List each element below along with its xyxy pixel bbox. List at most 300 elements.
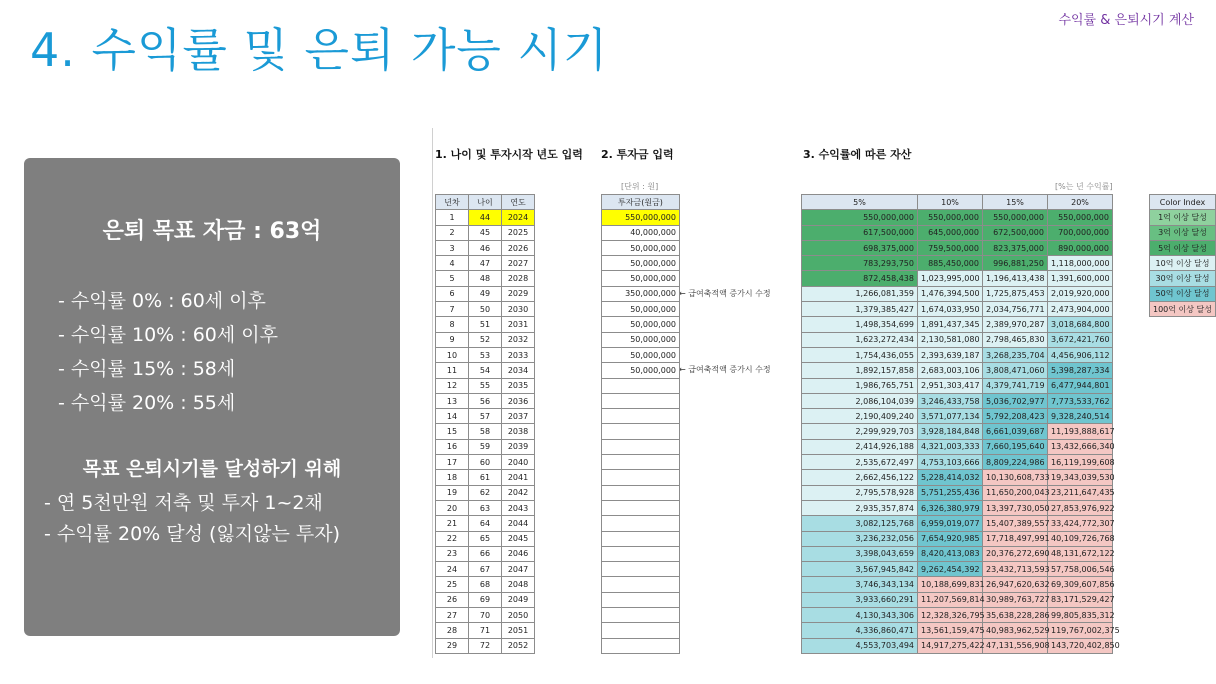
cell-year[interactable]: 2027	[502, 256, 535, 271]
cell-asset[interactable]: 996,881,250	[983, 256, 1048, 271]
cell-asset[interactable]: 2,795,578,928	[802, 485, 918, 500]
cell-year[interactable]: 2028	[502, 271, 535, 286]
cell-n[interactable]: 7	[436, 302, 469, 317]
cell-asset[interactable]: 1,754,436,055	[802, 347, 918, 362]
cell-asset[interactable]: 5,036,702,977	[983, 393, 1048, 408]
cell-asset[interactable]: 4,321,003,333	[918, 439, 983, 454]
spreadsheet	[432, 128, 1216, 658]
cell-asset[interactable]: 15,407,389,557	[983, 516, 1048, 531]
cell-asset[interactable]: 2,798,465,830	[983, 332, 1048, 347]
cell-asset[interactable]: 3,268,235,704	[983, 347, 1048, 362]
cell-n[interactable]: 26	[436, 592, 469, 607]
table-row	[802, 638, 1113, 653]
cell-year[interactable]: 2030	[502, 302, 535, 317]
cell-asset[interactable]: 27,853,976,922	[1048, 500, 1113, 515]
cell-asset[interactable]: 3,933,660,291	[802, 592, 918, 607]
cell-year[interactable]: 2040	[502, 455, 535, 470]
cell-investment[interactable]	[602, 592, 680, 607]
cell-investment[interactable]	[602, 623, 680, 638]
investment-table	[601, 194, 680, 654]
cell-asset[interactable]: 20,376,272,690	[983, 546, 1048, 561]
cell-year[interactable]: 2032	[502, 332, 535, 347]
cell-n[interactable]: 11	[436, 363, 469, 378]
cell-asset[interactable]: 2,019,920,000	[1048, 286, 1113, 301]
cell-asset[interactable]: 3,246,433,758	[918, 393, 983, 408]
cell-investment[interactable]	[602, 546, 680, 561]
cell-asset[interactable]: 550,000,000	[802, 210, 918, 225]
cell-investment[interactable]	[602, 516, 680, 531]
table-row	[436, 470, 535, 485]
cell-year[interactable]: 2048	[502, 577, 535, 592]
cell-asset[interactable]: 30,989,763,727	[983, 592, 1048, 607]
cell-asset[interactable]: 3,571,077,134	[918, 409, 983, 424]
cell-asset[interactable]: 1,391,600,000	[1048, 271, 1113, 286]
cell-n[interactable]: 18	[436, 470, 469, 485]
cell-n[interactable]: 8	[436, 317, 469, 332]
cell-asset[interactable]: 7,660,195,640	[983, 439, 1048, 454]
table-row	[436, 256, 535, 271]
cell-asset[interactable]: 3,808,471,060	[983, 363, 1048, 378]
table-row	[802, 500, 1113, 515]
cell-investment[interactable]: 50,000,000	[602, 256, 680, 271]
cell-n[interactable]: 10	[436, 347, 469, 362]
cell-asset[interactable]: 1,674,033,950	[918, 302, 983, 317]
cell-asset[interactable]: 2,951,303,417	[918, 378, 983, 393]
cell-age[interactable]: 46	[469, 240, 502, 255]
retirement-goal: 은퇴 목표 자금 : 63억	[102, 219, 322, 244]
table-row	[802, 485, 1113, 500]
table-row	[602, 623, 680, 638]
cell-asset[interactable]: 885,450,000	[918, 256, 983, 271]
cell-investment[interactable]: 50,000,000	[602, 332, 680, 347]
cell-age[interactable]: 54	[469, 363, 502, 378]
cell-age[interactable]: 57	[469, 409, 502, 424]
cell-n[interactable]: 5	[436, 271, 469, 286]
cell-asset[interactable]: 7,654,920,985	[918, 531, 983, 546]
cell-age[interactable]: 48	[469, 271, 502, 286]
cell-age[interactable]: 70	[469, 608, 502, 623]
header-age: 나이	[469, 195, 502, 210]
cell-asset[interactable]: 1,023,995,000	[918, 271, 983, 286]
cell-year[interactable]: 2024	[502, 210, 535, 225]
cell-asset[interactable]: 6,326,380,979	[918, 500, 983, 515]
cell-age[interactable]: 44	[469, 210, 502, 225]
cell-n[interactable]: 27	[436, 608, 469, 623]
table-row	[602, 455, 680, 470]
cell-year[interactable]: 2042	[502, 485, 535, 500]
cell-age[interactable]: 71	[469, 623, 502, 638]
table-row	[436, 562, 535, 577]
asset-table	[801, 194, 1120, 654]
cell-age[interactable]: 67	[469, 562, 502, 577]
cell-investment[interactable]	[602, 608, 680, 623]
cell-year[interactable]: 2044	[502, 516, 535, 531]
cell-asset[interactable]: 13,397,730,050	[983, 500, 1048, 515]
table-row	[436, 531, 535, 546]
cell-asset[interactable]: 550,000,000	[1048, 210, 1113, 225]
table-row	[436, 363, 535, 378]
cell-asset[interactable]: 3,018,684,800	[1048, 317, 1113, 332]
cell-age[interactable]: 64	[469, 516, 502, 531]
cell-investment[interactable]	[602, 393, 680, 408]
cell-investment[interactable]	[602, 562, 680, 577]
cell-investment[interactable]	[602, 378, 680, 393]
cell-asset[interactable]: 2,393,639,187	[918, 347, 983, 362]
cell-year[interactable]: 2039	[502, 439, 535, 454]
cell-year[interactable]: 2041	[502, 470, 535, 485]
section-invest-title: 2. 투자금 입력	[601, 148, 674, 161]
cell-investment[interactable]: 50,000,000	[602, 317, 680, 332]
cell-asset[interactable]: 2,299,929,703	[802, 424, 918, 439]
cell-age[interactable]: 68	[469, 577, 502, 592]
cell-asset[interactable]: 700,000,000	[1048, 225, 1113, 240]
cell-asset[interactable]: 9,262,454,392	[918, 562, 983, 577]
cell-asset[interactable]: 3,236,232,056	[802, 531, 918, 546]
legend-item: 100억 이상 달성	[1150, 302, 1216, 317]
cell-asset[interactable]: 1,379,385,427	[802, 302, 918, 317]
table-row	[602, 470, 680, 485]
cell-asset[interactable]: 672,500,000	[983, 225, 1048, 240]
slide-title: 4. 수익률 및 은퇴 가능 시기	[30, 23, 609, 77]
cell-year[interactable]: 2043	[502, 500, 535, 515]
cell-investment[interactable]	[602, 424, 680, 439]
cell-age[interactable]: 66	[469, 546, 502, 561]
table-row	[602, 271, 680, 286]
cell-asset[interactable]: 14,917,275,422	[918, 638, 983, 653]
cell-age[interactable]: 65	[469, 531, 502, 546]
cell-investment[interactable]: 350,000,000	[602, 286, 680, 301]
cell-asset[interactable]: 1,196,413,438	[983, 271, 1048, 286]
cell-n[interactable]: 16	[436, 439, 469, 454]
table-row	[802, 623, 1113, 638]
rate-unit-label: [%는 년 수익률]	[1055, 182, 1113, 191]
table-row	[436, 347, 535, 362]
cell-year[interactable]: 2051	[502, 623, 535, 638]
table-row	[802, 393, 1113, 408]
table-row	[602, 638, 680, 653]
legend-row	[1150, 271, 1216, 286]
cell-investment[interactable]: 50,000,000	[602, 302, 680, 317]
cell-asset[interactable]: 2,535,672,497	[802, 455, 918, 470]
table-row	[436, 439, 535, 454]
cell-asset[interactable]: 3,672,421,760	[1048, 332, 1113, 347]
cell-n[interactable]: 1	[436, 210, 469, 225]
table-row	[436, 409, 535, 424]
table-row	[802, 210, 1113, 225]
cell-n[interactable]: 15	[436, 424, 469, 439]
cell-asset[interactable]: 1,118,000,000	[1048, 256, 1113, 271]
cell-asset[interactable]: 3,928,184,848	[918, 424, 983, 439]
header-rate-5: 5%	[802, 195, 918, 210]
cell-asset[interactable]: 99,805,835,312	[1048, 608, 1113, 623]
cell-asset[interactable]: 47,131,556,908	[983, 638, 1048, 653]
cell-asset[interactable]: 12,328,326,795	[918, 608, 983, 623]
cell-asset[interactable]: 8,809,224,986	[983, 455, 1048, 470]
cell-age[interactable]: 72	[469, 638, 502, 653]
cell-asset[interactable]: 759,500,000	[918, 240, 983, 255]
table-row	[802, 409, 1113, 424]
cell-n[interactable]: 14	[436, 409, 469, 424]
cell-asset[interactable]: 13,432,666,340	[1048, 439, 1113, 454]
cell-age[interactable]: 50	[469, 302, 502, 317]
cell-asset[interactable]: 69,309,607,856	[1048, 577, 1113, 592]
cell-investment[interactable]	[602, 500, 680, 515]
cell-n[interactable]: 20	[436, 500, 469, 515]
top-label: 수익률 & 은퇴시기 계산	[1058, 13, 1194, 28]
cell-asset[interactable]: 2,935,357,874	[802, 500, 918, 515]
cell-year[interactable]: 2052	[502, 638, 535, 653]
table-row	[802, 225, 1113, 240]
cell-n[interactable]: 13	[436, 393, 469, 408]
cell-asset[interactable]: 33,424,772,307	[1048, 516, 1113, 531]
cell-asset[interactable]: 23,432,713,593	[983, 562, 1048, 577]
cell-year[interactable]: 2034	[502, 363, 535, 378]
cell-n[interactable]: 25	[436, 577, 469, 592]
cell-asset[interactable]: 645,000,000	[918, 225, 983, 240]
cell-asset[interactable]: 1,266,081,359	[802, 286, 918, 301]
table-row	[436, 424, 535, 439]
cell-year[interactable]: 2036	[502, 393, 535, 408]
cell-asset[interactable]: 4,456,906,112	[1048, 347, 1113, 362]
cell-asset[interactable]: 2,130,581,080	[918, 332, 983, 347]
cell-year[interactable]: 2045	[502, 531, 535, 546]
cell-investment[interactable]	[602, 577, 680, 592]
cell-age[interactable]: 69	[469, 592, 502, 607]
legend-item: 10억 이상 달성	[1150, 256, 1216, 271]
cell-age[interactable]: 49	[469, 286, 502, 301]
table-row	[602, 577, 680, 592]
cell-asset[interactable]: 11,650,200,043	[983, 485, 1048, 500]
table-row	[802, 546, 1113, 561]
cell-investment[interactable]	[602, 439, 680, 454]
cell-asset[interactable]: 2,034,756,771	[983, 302, 1048, 317]
cell-n[interactable]: 23	[436, 546, 469, 561]
cell-asset[interactable]: 83,171,529,427	[1048, 592, 1113, 607]
cell-asset[interactable]: 2,190,409,240	[802, 409, 918, 424]
cell-asset[interactable]: 5,228,414,032	[918, 470, 983, 485]
cell-asset[interactable]: 1,986,765,751	[802, 378, 918, 393]
table-row	[436, 332, 535, 347]
cell-asset[interactable]: 9,328,240,514	[1048, 409, 1113, 424]
cell-age[interactable]: 51	[469, 317, 502, 332]
cell-asset[interactable]: 617,500,000	[802, 225, 918, 240]
summary-box	[24, 158, 400, 636]
table-row	[436, 546, 535, 561]
cell-asset[interactable]: 40,983,962,529	[983, 623, 1048, 638]
cell-age[interactable]: 53	[469, 347, 502, 362]
cell-n[interactable]: 17	[436, 455, 469, 470]
cell-year[interactable]: 2047	[502, 562, 535, 577]
table-row	[802, 470, 1113, 485]
cell-asset[interactable]: 550,000,000	[918, 210, 983, 225]
cell-asset[interactable]: 4,336,860,471	[802, 623, 918, 638]
cell-asset[interactable]: 3,746,343,134	[802, 577, 918, 592]
cell-investment[interactable]	[602, 485, 680, 500]
cell-year[interactable]: 2049	[502, 592, 535, 607]
cell-year[interactable]: 2037	[502, 409, 535, 424]
cell-asset[interactable]: 10,130,608,733	[983, 470, 1048, 485]
cell-n[interactable]: 24	[436, 562, 469, 577]
cell-asset[interactable]: 2,683,003,106	[918, 363, 983, 378]
cell-asset[interactable]: 11,193,888,617	[1048, 424, 1113, 439]
table-row	[602, 485, 680, 500]
cell-asset[interactable]: 3,398,043,659	[802, 546, 918, 561]
cell-asset[interactable]: 5,751,255,436	[918, 485, 983, 500]
cell-asset[interactable]: 3,082,125,768	[802, 516, 918, 531]
cell-n[interactable]: 12	[436, 378, 469, 393]
table-row	[602, 516, 680, 531]
cell-asset[interactable]: 1,623,272,434	[802, 332, 918, 347]
cell-age[interactable]: 63	[469, 500, 502, 515]
cell-asset[interactable]: 7,773,533,762	[1048, 393, 1113, 408]
cell-asset[interactable]: 16,119,199,608	[1048, 455, 1113, 470]
cell-age[interactable]: 61	[469, 470, 502, 485]
cell-year[interactable]: 2038	[502, 424, 535, 439]
cell-asset[interactable]: 2,662,456,122	[802, 470, 918, 485]
cell-investment[interactable]	[602, 638, 680, 653]
cell-asset[interactable]: 26,947,620,632	[983, 577, 1048, 592]
table-row	[602, 500, 680, 515]
cell-asset[interactable]: 11,207,569,814	[918, 592, 983, 607]
table-row	[802, 439, 1113, 454]
cell-asset[interactable]: 698,375,000	[802, 240, 918, 255]
cell-age[interactable]: 52	[469, 332, 502, 347]
cell-asset[interactable]: 4,130,343,306	[802, 608, 918, 623]
header-investment: 투자금(원금)	[602, 195, 680, 210]
cell-investment[interactable]: 50,000,000	[602, 363, 680, 378]
cell-asset[interactable]: 890,000,000	[1048, 240, 1113, 255]
cell-age[interactable]: 56	[469, 393, 502, 408]
cell-asset[interactable]: 2,414,926,188	[802, 439, 918, 454]
table-row	[436, 592, 535, 607]
table-row	[602, 210, 680, 225]
table-row	[436, 240, 535, 255]
cell-asset[interactable]: 57,758,006,546	[1048, 562, 1113, 577]
cell-investment[interactable]	[602, 409, 680, 424]
section-age-title: 1. 나이 및 투자시작 년도 입력	[435, 148, 583, 161]
cell-asset[interactable]: 13,561,159,475	[918, 623, 983, 638]
cell-asset[interactable]: 872,458,438	[802, 271, 918, 286]
table-row	[602, 393, 680, 408]
cell-asset[interactable]: 6,959,019,077	[918, 516, 983, 531]
cell-asset[interactable]: 823,375,000	[983, 240, 1048, 255]
cell-n[interactable]: 19	[436, 485, 469, 500]
cell-n[interactable]: 6	[436, 286, 469, 301]
table-row	[802, 592, 1113, 607]
cell-asset[interactable]: 48,131,672,122	[1048, 546, 1113, 561]
cell-year[interactable]: 2050	[502, 608, 535, 623]
cell-year[interactable]: 2029	[502, 286, 535, 301]
cell-investment[interactable]	[602, 455, 680, 470]
cell-n[interactable]: 2	[436, 225, 469, 240]
table-row	[602, 439, 680, 454]
cell-asset[interactable]: 23,211,647,435	[1048, 485, 1113, 500]
table-row	[602, 378, 680, 393]
cell-n[interactable]: 22	[436, 531, 469, 546]
cell-asset[interactable]: 8,420,413,083	[918, 546, 983, 561]
table-row	[436, 286, 535, 301]
cell-age[interactable]: 58	[469, 424, 502, 439]
legend-row	[1150, 302, 1216, 317]
table-row	[436, 500, 535, 515]
cell-asset[interactable]: 143,720,402,850	[1048, 638, 1113, 653]
cell-asset[interactable]: 3,567,945,842	[802, 562, 918, 577]
note-salary: ← 급여축적액 증가시 수정	[679, 289, 771, 298]
cell-asset[interactable]: 783,293,750	[802, 256, 918, 271]
cell-asset[interactable]: 17,718,497,991	[983, 531, 1048, 546]
cell-asset[interactable]: 119,767,002,375	[1048, 623, 1113, 638]
table-row	[602, 240, 680, 255]
cell-age[interactable]: 47	[469, 256, 502, 271]
cell-n[interactable]: 4	[436, 256, 469, 271]
cell-asset[interactable]: 2,389,970,287	[983, 317, 1048, 332]
cell-investment[interactable]	[602, 531, 680, 546]
cell-year[interactable]: 2035	[502, 378, 535, 393]
cell-investment[interactable]: 50,000,000	[602, 240, 680, 255]
header-rate-15: 15%	[983, 195, 1048, 210]
cell-investment[interactable]: 40,000,000	[602, 225, 680, 240]
cell-asset[interactable]: 4,553,703,494	[802, 638, 918, 653]
cell-year[interactable]: 2026	[502, 240, 535, 255]
cell-asset[interactable]: 6,477,944,801	[1048, 378, 1113, 393]
table-row	[436, 210, 535, 225]
cell-investment[interactable]: 50,000,000	[602, 347, 680, 362]
table-row	[436, 623, 535, 638]
cell-asset[interactable]: 2,473,904,000	[1048, 302, 1113, 317]
cell-age[interactable]: 62	[469, 485, 502, 500]
cell-asset[interactable]: 40,109,726,768	[1048, 531, 1113, 546]
table-row	[602, 592, 680, 607]
cell-investment[interactable]	[602, 470, 680, 485]
cell-asset[interactable]: 4,753,103,666	[918, 455, 983, 470]
cell-age[interactable]: 45	[469, 225, 502, 240]
rate-item: - 수익률 10% : 60세 이후	[58, 324, 278, 346]
cell-asset[interactable]: 35,638,228,286	[983, 608, 1048, 623]
cell-asset[interactable]: 5,398,287,334	[1048, 363, 1113, 378]
cell-asset[interactable]: 1,476,394,500	[918, 286, 983, 301]
cell-age[interactable]: 60	[469, 455, 502, 470]
cell-investment[interactable]: 50,000,000	[602, 271, 680, 286]
table-row	[802, 256, 1113, 271]
cell-asset[interactable]: 1,891,437,345	[918, 317, 983, 332]
table-row	[602, 531, 680, 546]
cell-n[interactable]: 21	[436, 516, 469, 531]
cell-age[interactable]: 59	[469, 439, 502, 454]
cell-asset[interactable]: 1,725,875,453	[983, 286, 1048, 301]
cell-n[interactable]: 3	[436, 240, 469, 255]
cell-year[interactable]: 2033	[502, 347, 535, 362]
cell-year[interactable]: 2025	[502, 225, 535, 240]
cell-year[interactable]: 2046	[502, 546, 535, 561]
cell-asset[interactable]: 1,498,354,699	[802, 317, 918, 332]
cell-year[interactable]: 2031	[502, 317, 535, 332]
cell-asset[interactable]: 4,379,741,719	[983, 378, 1048, 393]
cell-asset[interactable]: 5,792,208,423	[983, 409, 1048, 424]
cell-n[interactable]: 9	[436, 332, 469, 347]
cell-investment[interactable]: 550,000,000	[602, 210, 680, 225]
cell-asset[interactable]: 19,343,039,530	[1048, 470, 1113, 485]
cell-asset[interactable]: 1,892,157,858	[802, 363, 918, 378]
cell-asset[interactable]: 2,086,104,039	[802, 393, 918, 408]
cell-asset[interactable]: 10,188,699,831	[918, 577, 983, 592]
cell-asset[interactable]: 550,000,000	[983, 210, 1048, 225]
cell-n[interactable]: 28	[436, 623, 469, 638]
table-row	[802, 378, 1113, 393]
cell-asset[interactable]: 6,661,039,687	[983, 424, 1048, 439]
cell-age[interactable]: 55	[469, 378, 502, 393]
header-rate-10: 10%	[918, 195, 983, 210]
cell-n[interactable]: 29	[436, 638, 469, 653]
